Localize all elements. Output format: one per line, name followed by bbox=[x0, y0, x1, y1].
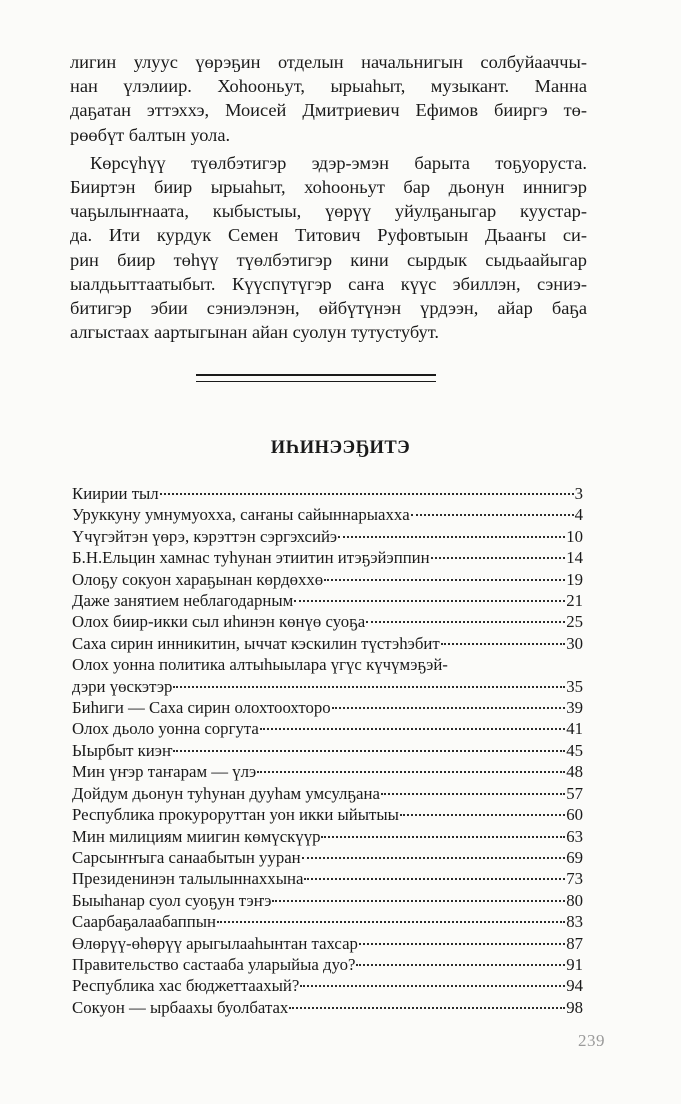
paragraph-line: даҕатан эттэххэ, Моисей Дмитриевич Ефимов бииргэ тө- bbox=[70, 100, 587, 121]
toc-leader-dots bbox=[400, 814, 565, 816]
page-number: 239 bbox=[578, 1031, 605, 1050]
toc-entry-title: Республика прокуроруттан уон икки ыйытыы bbox=[72, 805, 399, 825]
toc-entry bbox=[72, 890, 583, 911]
toc-entry-title: Мин милициям миигин көмүскүүр bbox=[72, 826, 321, 846]
paragraph-line: Бииртэн биир ырыаһыт, хоһооньут бар дьонун иннигэр bbox=[70, 177, 587, 198]
toc-entry bbox=[72, 740, 583, 761]
paragraph-2 bbox=[70, 151, 587, 345]
toc-entry bbox=[72, 761, 583, 782]
toc-entry bbox=[72, 676, 583, 697]
toc-entry-page: 30 bbox=[566, 633, 583, 653]
toc-leader-dots bbox=[411, 514, 574, 516]
body-text bbox=[70, 50, 587, 344]
toc-entry-page: 35 bbox=[566, 676, 583, 696]
toc-entry bbox=[72, 611, 583, 632]
paragraph-line: битигэр эбии сэниэлэнэн, өйбүтүнэн үрдээн, айар баҕа bbox=[70, 298, 587, 319]
toc-entry-page: 25 bbox=[566, 612, 583, 632]
toc-leader-dots bbox=[173, 750, 565, 752]
toc-entry bbox=[72, 569, 583, 590]
toc-leader-dots bbox=[332, 707, 566, 709]
toc-entry-title-continuation: дэри үөскэтэр bbox=[72, 676, 173, 696]
toc-entry-title: Сарсыҥҥыга санаабытын ууран bbox=[72, 847, 301, 867]
toc-entry bbox=[72, 697, 583, 718]
toc-entry bbox=[72, 847, 583, 868]
toc-entry-page: 21 bbox=[566, 591, 583, 611]
toc-leader-dots bbox=[324, 579, 565, 581]
toc-entry-title: Олох дьоло уонна соргута bbox=[72, 719, 259, 739]
toc-entry bbox=[72, 718, 583, 739]
toc-title: ИҺИНЭЭҔИТЭ bbox=[270, 438, 411, 458]
toc-entry bbox=[72, 954, 583, 975]
toc-entry bbox=[72, 590, 583, 611]
table-of-contents bbox=[72, 483, 583, 1018]
toc-entry-page: 3 bbox=[574, 484, 583, 503]
toc-entry-page: 87 bbox=[566, 933, 583, 953]
toc-leader-dots bbox=[160, 493, 574, 495]
toc-leader-dots bbox=[217, 921, 565, 923]
toc-entry-title: Олох уонна политика алтыһыылара үгүс күчүмэҕэй- bbox=[72, 655, 448, 675]
toc-entry-page: 57 bbox=[566, 783, 583, 803]
toc-entry bbox=[72, 526, 583, 547]
toc-leader-dots bbox=[338, 536, 565, 538]
paragraph-line: да. Ити курдук Семен Титович Руфовтыын Дьааҥы си- bbox=[70, 225, 587, 246]
toc-entry-title: Даже занятием неблагодарным bbox=[72, 591, 294, 611]
toc-leader-dots bbox=[289, 1007, 565, 1009]
toc-leader-dots bbox=[381, 793, 565, 795]
toc-entry-page: 4 bbox=[574, 505, 583, 525]
paragraph-line: Көрсүһүү түөлбэтигэр эдэр-эмэн барыта тоҕуоруста. bbox=[90, 152, 587, 173]
toc-entry-title: Ыырбыт киэҥ bbox=[72, 740, 173, 760]
toc-entry bbox=[72, 911, 583, 932]
toc-entry-page: 41 bbox=[566, 719, 583, 739]
toc-entry-title: Өлөрүү-өһөрүү арыгылааһынтан тахсар bbox=[72, 933, 358, 953]
toc-leader-dots bbox=[173, 686, 565, 688]
toc-entry-page: 19 bbox=[566, 569, 583, 589]
toc-leader-dots bbox=[366, 621, 565, 623]
toc-entry-page: 94 bbox=[566, 976, 583, 996]
toc-entry-title: Саарбаҕалаабаппын bbox=[72, 912, 216, 932]
toc-leader-dots bbox=[441, 643, 566, 645]
toc-entry-page: 98 bbox=[566, 997, 583, 1017]
toc-entry-title: Киирии тыл bbox=[72, 484, 159, 503]
toc-entry bbox=[72, 933, 583, 954]
toc-leader-dots bbox=[321, 836, 565, 838]
paragraph-line: ыалдьыттаатыбыт. Күүспүтүгэр саҥа күүс эбиллэн, сэниэ- bbox=[70, 273, 587, 294]
toc-entry-page: 45 bbox=[566, 740, 583, 760]
toc-entry bbox=[72, 868, 583, 889]
toc-entry bbox=[72, 783, 583, 804]
toc-entry bbox=[72, 804, 583, 825]
toc-entry-page: 10 bbox=[566, 526, 583, 546]
toc-entry-title: Правительство састааба уларыйыа дуо? bbox=[72, 954, 356, 974]
toc-entry-title: Олоҕу сокуон харaҕынан көрдөххө bbox=[72, 569, 324, 589]
toc-entry-page: 69 bbox=[566, 847, 583, 867]
toc-entry-title: Дойдум дьонун туһунан дууһам умсулҕана bbox=[72, 783, 380, 803]
toc-entry-page: 73 bbox=[566, 869, 583, 889]
toc-entry bbox=[72, 547, 583, 568]
toc-entry bbox=[72, 826, 583, 847]
paragraph-line: чаҕылыҥнаата, кыбыстыы, үөрүү уйулҕаныгар куустар- bbox=[70, 201, 587, 222]
toc-leader-dots bbox=[431, 557, 566, 559]
toc-entry-title: Республика хас бюджеттаахый? bbox=[72, 976, 300, 996]
toc-leader-dots bbox=[294, 600, 565, 602]
toc-entry-title: Быыһанар суол суоҕун тэҥэ bbox=[72, 890, 272, 910]
toc-leader-dots bbox=[304, 878, 565, 880]
toc-leader-dots bbox=[359, 943, 565, 945]
section-divider-thin bbox=[196, 381, 436, 382]
toc-entry-title: Сокуон — ырбаахы буолбатах bbox=[72, 997, 289, 1017]
paragraph-line: рин биир төһүү түөлбэтигэр кини сырдык сыдьаайыгар bbox=[70, 249, 587, 270]
toc-entry bbox=[72, 483, 583, 504]
section-divider-thick bbox=[196, 374, 436, 376]
paragraph-1 bbox=[70, 50, 587, 147]
toc-entry bbox=[72, 633, 583, 654]
toc-entry-page: 83 bbox=[566, 912, 583, 932]
toc-entry-title: Президенинэн талылыннаххына bbox=[72, 869, 304, 889]
toc-entry-page: 48 bbox=[566, 762, 583, 782]
toc-leader-dots bbox=[302, 857, 566, 859]
toc-entry-page: 80 bbox=[566, 890, 583, 910]
toc-entry-title: Үчүгэйтэн үөрэ, кэрэттэн сэргэхсийэ bbox=[72, 526, 338, 546]
toc-entry-title: Саха сирин инникитин, ыччат кэскилин түстэһэбит bbox=[72, 633, 440, 653]
toc-entry-title: Уруккуну умнумуоххa, саҥаны сайыннарыаххa bbox=[72, 505, 410, 525]
toc-leader-dots bbox=[257, 771, 565, 773]
toc-entry-title: Биһиги — Саха сирин олохтоохторо bbox=[72, 698, 331, 718]
toc-entry bbox=[72, 504, 583, 525]
toc-entry-title: Олох биир-икки сыл иһинэн көнүө суоҕа bbox=[72, 612, 366, 632]
toc-entry-page: 91 bbox=[566, 954, 583, 974]
toc-leader-dots bbox=[300, 985, 565, 987]
toc-entry-page: 14 bbox=[566, 548, 583, 568]
paragraph-line: рөөбүт балтын уола. bbox=[70, 124, 231, 145]
toc-entry-title: Б.Н.Ельцин хамнас туһунан этиитин итэҕэйэппин bbox=[72, 548, 430, 568]
toc-leader-dots bbox=[272, 900, 565, 902]
paragraph-line: нан үлэлиир. Хоһооньут, ырыаһыт, музыкант. Манна bbox=[70, 76, 587, 97]
toc-entry-title: Мин үҥэр таҥарам — үлэ bbox=[72, 762, 257, 782]
paragraph-line: лигин улуус үөрэҕин отделын начальнигын солбуйааччы- bbox=[70, 52, 587, 72]
toc-entry-page: 60 bbox=[566, 805, 583, 825]
toc-entry bbox=[72, 997, 583, 1018]
toc-entry-page: 39 bbox=[566, 698, 583, 718]
toc-entry-page: 63 bbox=[566, 826, 583, 846]
paragraph-line: алгыстаах аартыгынан айан суолун тутустубут. bbox=[70, 322, 439, 343]
toc-entry bbox=[72, 975, 583, 996]
toc-leader-dots bbox=[356, 964, 565, 966]
toc-leader-dots bbox=[260, 728, 565, 730]
